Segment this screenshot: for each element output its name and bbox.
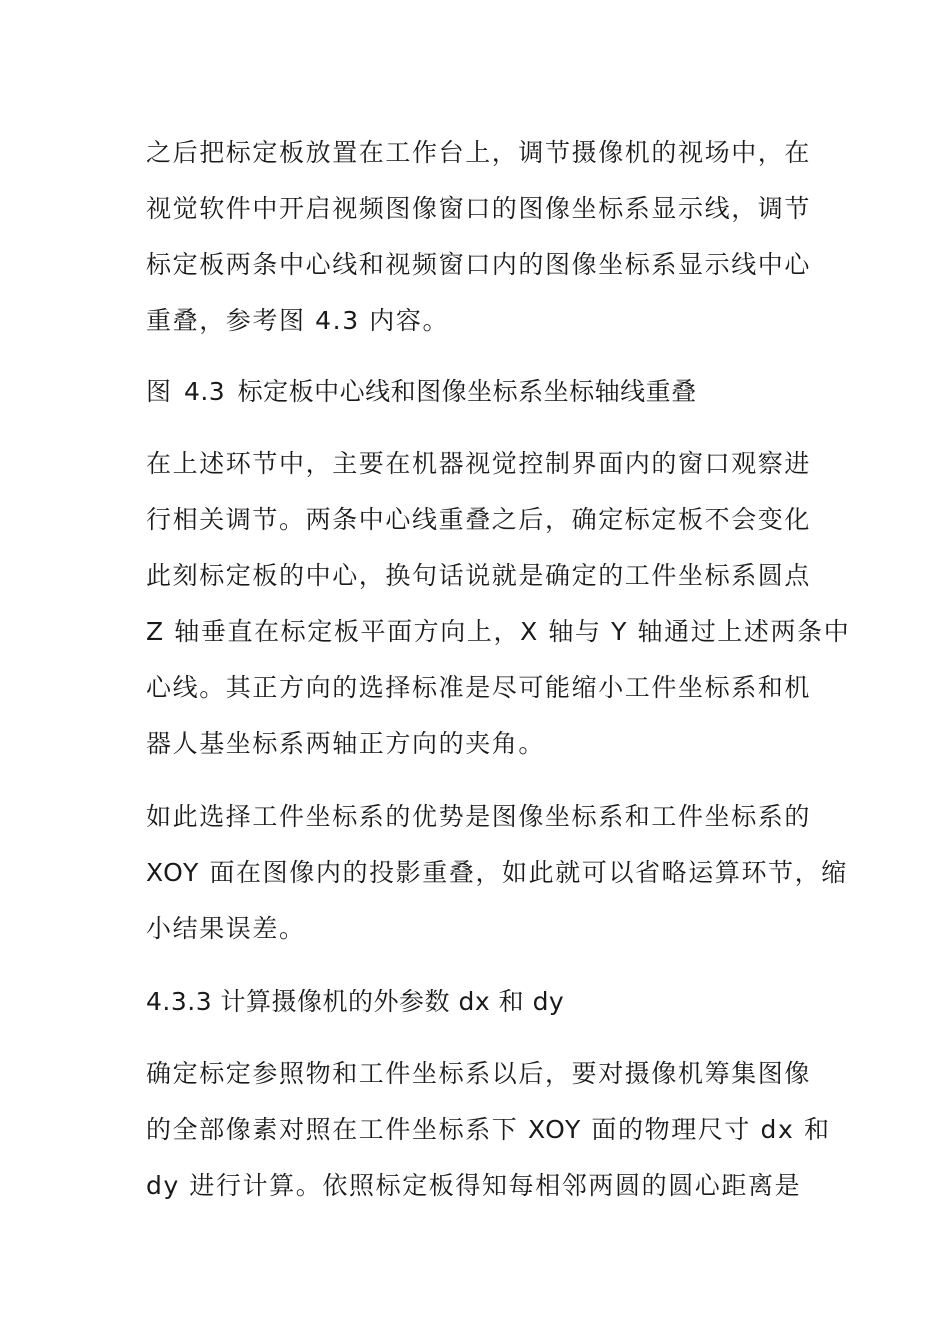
paragraph-2-line-3: 此刻标定板的中心，换句话说就是确定的工件坐标系圆点 (146, 561, 812, 590)
paragraph-3-line-3: 小结果误差。 (146, 914, 306, 943)
paragraph-4-line-1: 确定标定参照物和工件坐标系以后，要对摄像机筹集图像 (146, 1059, 812, 1088)
paragraph-2-line-5: 心线。其正方向的选择标准是尽可能缩小工件坐标系和机 (146, 673, 812, 702)
paragraph-4-line-3: dy 进行计算。依照标定板得知每相邻两圆的圆心距离是 (146, 1171, 802, 1200)
paragraph-2-line-4: Z 轴垂直在标定板平面方向上，X 轴与 Y 轴通过上述两条中 (146, 617, 851, 646)
paragraph-2-line-2: 行相关调节。两条中心线重叠之后，确定标定板不会变化 (146, 505, 812, 534)
paragraph-2-line-1: 在上述环节中，主要在机器视觉控制界面内的窗口观察进 (146, 449, 812, 478)
paragraph-1-line-2: 视觉软件中开启视频图像窗口的图像坐标系显示线，调节 (146, 194, 812, 223)
paragraph-1-line-4: 重叠，参考图 4.3 内容。 (146, 306, 450, 335)
paragraph-4-line-2: 的全部像素对照在工件坐标系下 XOY 面的物理尺寸 dx 和 (146, 1115, 831, 1144)
figure-caption: 图 4.3 标定板中心线和图像坐标系坐标轴线重叠 (146, 377, 697, 406)
paragraph-1-line-3: 标定板两条中心线和视频窗口内的图像坐标系显示线中心 (146, 250, 812, 279)
paragraph-3-line-2: XOY 面在图像内的投影重叠，如此就可以省略运算环节，缩 (146, 858, 848, 887)
section-heading: 4.3.3 计算摄像机的外参数 dx 和 dy (146, 987, 565, 1016)
paragraph-3-line-1: 如此选择工件坐标系的优势是图像坐标系和工件坐标系的 (146, 802, 812, 831)
paragraph-2-line-6: 器人基坐标系两轴正方向的夹角。 (146, 729, 546, 758)
paragraph-1-line-1: 之后把标定板放置在工作台上，调节摄像机的视场中，在 (146, 138, 812, 167)
